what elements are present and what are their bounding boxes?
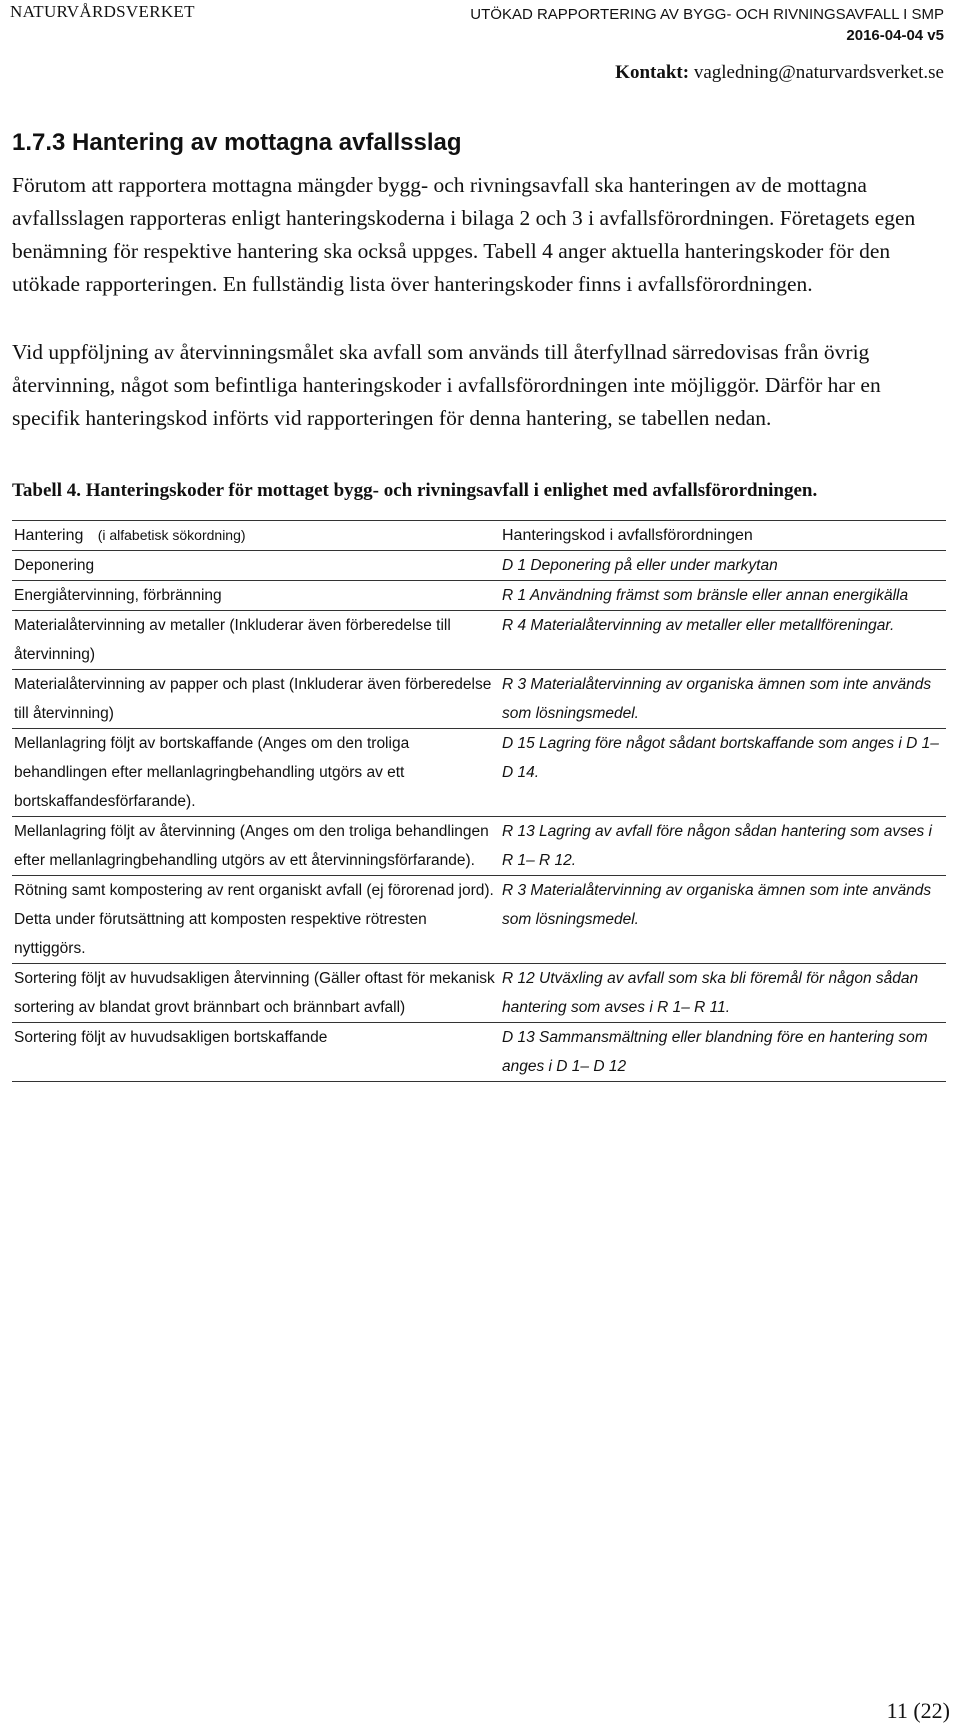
document-date-version: 2016-04-04 v5 xyxy=(846,27,944,44)
table-row xyxy=(12,1023,946,1082)
handling-codes-table xyxy=(12,520,946,1082)
cell-kod: R 3 Materialåtervinning av organiska ämnen som inte används som lösningsmedel. xyxy=(500,670,946,729)
table-row xyxy=(12,876,946,964)
cell-kod: R 13 Lagring av avfall före någon sådan hantering som avses i R 1– R 12. xyxy=(500,817,946,876)
document-title: UTÖKAD RAPPORTERING AV BYGG- OCH RIVNINGSAVFALL I SMP xyxy=(470,6,944,23)
header-kod xyxy=(500,521,946,551)
table-row xyxy=(12,581,946,611)
table-caption: Tabell 4. Hanteringskoder för mottaget bygg- och rivningsavfall i enlighet med avfallsförordningen. xyxy=(12,480,818,501)
header-kod-label: Hanteringskod i avfallsförordningen xyxy=(502,527,753,544)
cell-kod: R 3 Materialåtervinning av organiska ämnen som inte används som lösningsmedel. xyxy=(500,876,946,964)
contact-line xyxy=(615,62,944,84)
cell-kod: R 1 Användning främst som bränsle eller annan energikälla xyxy=(500,581,946,611)
cell-hantering: Sortering följt av huvudsakligen bortskaffande xyxy=(12,1023,500,1082)
section-heading: 1.7.3 Hantering av mottagna avfallsslag xyxy=(12,129,462,156)
cell-hantering: Materialåtervinning av papper och plast (Inkluderar även förberedelse till återvinning) xyxy=(12,670,500,729)
document-header xyxy=(470,4,944,46)
table-row xyxy=(12,611,946,670)
table-row xyxy=(12,670,946,729)
table-row xyxy=(12,551,946,581)
cell-kod: D 13 Sammansmältning eller blandning före en hantering som anges i D 1– D 12 xyxy=(500,1023,946,1082)
table-row xyxy=(12,817,946,876)
cell-kod: R 12 Utväxling av avfall som ska bli föremål för någon sådan hantering som avses i R 1– R 11. xyxy=(500,964,946,1023)
paragraph-2: Vid uppföljning av återvinningsmålet ska avfall som används till återfyllnad särredovisas från övrig återvinning, något som befintliga hanteringskoder i avfallsförordningen inte möjliggör. Därför har en specifik hanteringskod införts vid rapporteringen för denna hantering, se tabellen nedan. xyxy=(12,340,881,430)
header-hantering-note: (i alfabetisk sökordning) xyxy=(97,527,246,543)
cell-hantering: Rötning samt kompostering av rent organiskt avfall (ej förorenad jord). Detta under förutsättning att komposten respektive rötresten nyttiggörs. xyxy=(12,876,500,964)
cell-hantering: Materialåtervinning av metaller (Inkluderar även förberedelse till återvinning) xyxy=(12,611,500,670)
paragraph-1: Förutom att rapportera mottagna mängder bygg- och rivningsavfall ska hanteringen av de mottagna avfallsslagen rapporteras enligt hanteringskoderna i bilaga 2 och 3 i avfallsförordningen. Företagets egen benämning för respektive hantering ska också uppges. Tabell 4 anger aktuella hanteringskoder för den utökade rapporteringen. En fullständig lista över hanteringskoder finns i avfallsförordningen. xyxy=(12,173,916,296)
cell-kod: D 15 Lagring före något sådant bortskaffande som anges i D 1– D 14. xyxy=(500,729,946,817)
table-row xyxy=(12,729,946,817)
cell-kod: R 4 Materialåtervinning av metaller eller metallföreningar. xyxy=(500,611,946,670)
cell-kod: D 1 Deponering på eller under markytan xyxy=(500,551,946,581)
contact-email: vagledning@naturvardsverket.se xyxy=(693,62,944,83)
header-hantering-label: Hantering xyxy=(14,527,84,544)
table-row xyxy=(12,964,946,1023)
cell-hantering: Deponering xyxy=(12,551,500,581)
table-header-row xyxy=(12,521,946,551)
header-hantering xyxy=(12,521,500,551)
cell-hantering: Mellanlagring följt av bortskaffande (Anges om den troliga behandlingen efter mellanlagringbehandling utgörs av ett bortskaffandesförfarande). xyxy=(12,729,500,817)
organization-name: NATURVÅRDSVERKET xyxy=(10,2,195,21)
cell-hantering: Energiåtervinning, förbränning xyxy=(12,581,500,611)
cell-hantering: Mellanlagring följt av återvinning (Anges om den troliga behandlingen efter mellanlagringbehandling utgörs av ett återvinningsförfarande). xyxy=(12,817,500,876)
contact-label: Kontakt: xyxy=(615,62,690,83)
page-number: 11 (22) xyxy=(886,1698,950,1723)
cell-hantering: Sortering följt av huvudsakligen återvinning (Gäller oftast för mekanisk sortering av blandat grovt brännbart och brännbart avfall) xyxy=(12,964,500,1023)
